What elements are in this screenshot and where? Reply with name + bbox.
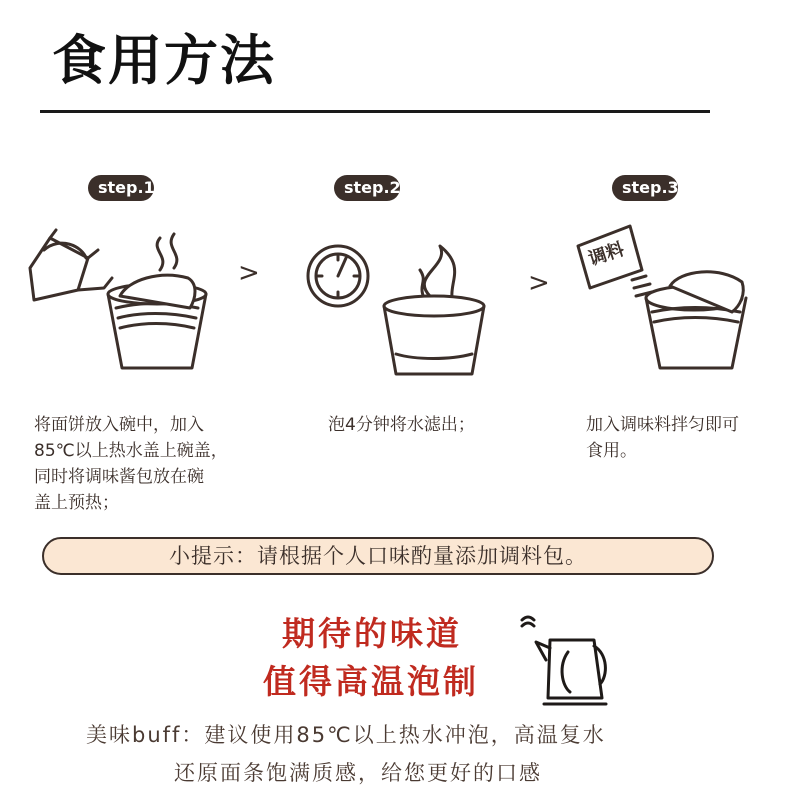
step-2-text-line: 泡4分钟将水滤出； xyxy=(328,415,475,435)
slogan-line-1: 期待的味道 xyxy=(282,614,462,653)
step-1-badge: step.1 xyxy=(88,175,154,201)
step-1-text-line: 85℃以上热水盖上碗盖， xyxy=(34,441,228,461)
step-3-text-line: 食用。 xyxy=(586,441,637,461)
step-1-text xyxy=(34,412,254,516)
bottom-text-line-1: 美味buff：建议使用85℃以上热水冲泡，高温复水 xyxy=(86,723,606,747)
step-2-text xyxy=(328,412,548,438)
step-2-badge: step.2 xyxy=(334,175,400,201)
slogan-line-2: 值得高温泡制 xyxy=(263,662,479,701)
title-divider xyxy=(40,110,710,113)
step-1-text-line: 盖上预热； xyxy=(34,493,119,513)
step-3-text-line: 加入调味料拌匀即可 xyxy=(586,415,739,435)
step-1-text-line: 同时将调味酱包放在碗 xyxy=(34,467,204,487)
electric-kettle-icon xyxy=(512,614,612,710)
step-arrow-1: > xyxy=(238,258,260,288)
bottom-text-line-2: 还原面条饱满质感，给您更好的口感 xyxy=(174,761,542,785)
tip-banner: 小提示：请根据个人口味酌量添加调料包。 xyxy=(42,537,714,575)
seasoning-packet-label: 调料 xyxy=(586,238,627,270)
step-3-badge: step.3 xyxy=(612,175,678,201)
step-arrow-2: > xyxy=(528,268,550,298)
step-1-text-line: 将面饼放入碗中，加入 xyxy=(34,415,204,435)
kettle-pouring-bowl-icon xyxy=(20,228,220,378)
page-title: 食用方法 xyxy=(52,29,276,92)
clock-steaming-bowl-icon xyxy=(300,236,500,386)
step-3-text xyxy=(586,412,786,464)
